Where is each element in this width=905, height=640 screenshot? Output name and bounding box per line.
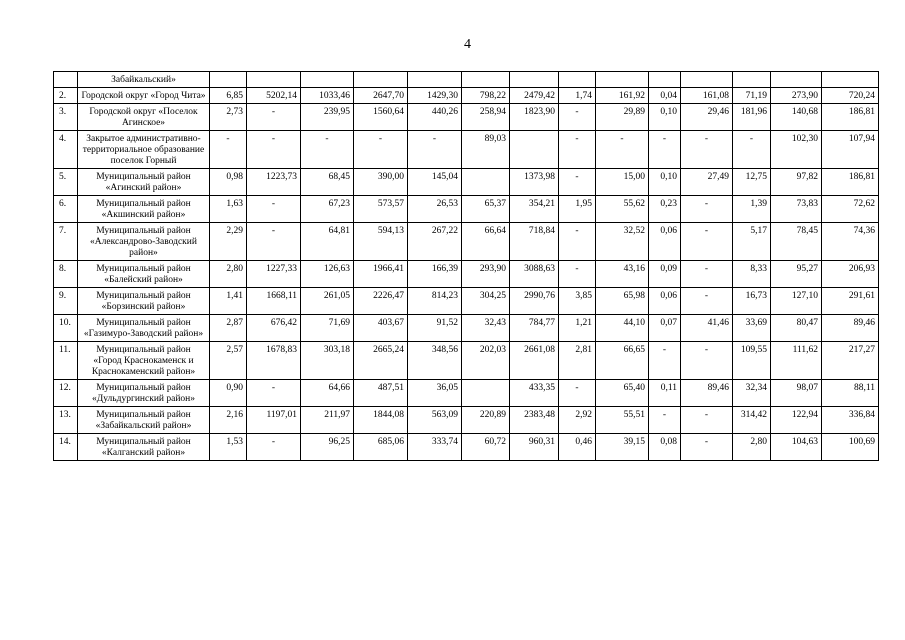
value-cell: 1,63 — [210, 196, 247, 223]
value-cell: 487,51 — [354, 380, 408, 407]
value-cell: - — [408, 131, 462, 169]
value-cell: 1227,33 — [247, 261, 301, 288]
value-cell: - — [210, 131, 247, 169]
value-cell: 44,10 — [596, 315, 649, 342]
page-number: 4 — [464, 37, 471, 52]
row-number-cell: 3. — [54, 104, 78, 131]
value-cell: 261,05 — [301, 288, 354, 315]
value-cell: 1429,30 — [408, 88, 462, 104]
value-cell: 563,09 — [408, 407, 462, 434]
value-cell: 67,23 — [301, 196, 354, 223]
value-cell: 107,94 — [822, 131, 879, 169]
value-cell: 32,43 — [462, 315, 510, 342]
table-row — [54, 434, 879, 461]
table-row — [54, 72, 879, 88]
value-cell — [771, 72, 822, 88]
row-number-cell: 7. — [54, 223, 78, 261]
district-name-cell: Городской округ «Поселок Агинское» — [78, 104, 210, 131]
value-cell: - — [247, 223, 301, 261]
value-cell: 239,95 — [301, 104, 354, 131]
value-cell: - — [681, 223, 733, 261]
value-cell: 2647,70 — [354, 88, 408, 104]
value-cell: - — [559, 104, 596, 131]
value-cell: - — [247, 434, 301, 461]
value-cell: 166,39 — [408, 261, 462, 288]
value-cell: 68,45 — [301, 169, 354, 196]
value-cell: 29,46 — [681, 104, 733, 131]
value-cell: 64,81 — [301, 223, 354, 261]
district-name-cell: Городской округ «Город Чита» — [78, 88, 210, 104]
value-cell: - — [247, 131, 301, 169]
value-cell: 267,22 — [408, 223, 462, 261]
value-cell: 88,11 — [822, 380, 879, 407]
value-cell — [210, 72, 247, 88]
value-cell: - — [354, 131, 408, 169]
value-cell: 36,05 — [408, 380, 462, 407]
value-cell — [408, 72, 462, 88]
value-cell: 39,15 — [596, 434, 649, 461]
value-cell — [510, 72, 559, 88]
value-cell: 2,87 — [210, 315, 247, 342]
row-number-cell: 2. — [54, 88, 78, 104]
value-cell: 304,25 — [462, 288, 510, 315]
value-cell: 273,90 — [771, 88, 822, 104]
row-number-cell: 14. — [54, 434, 78, 461]
district-name-cell: Забайкальский» — [78, 72, 210, 88]
value-cell: 1,21 — [559, 315, 596, 342]
value-cell: 720,24 — [822, 88, 879, 104]
value-cell: 960,31 — [510, 434, 559, 461]
value-cell: 1823,90 — [510, 104, 559, 131]
value-cell: - — [681, 342, 733, 380]
row-number-cell: 5. — [54, 169, 78, 196]
value-cell: 5,17 — [733, 223, 771, 261]
value-cell — [681, 72, 733, 88]
value-cell: 403,67 — [354, 315, 408, 342]
value-cell: 0,04 — [649, 88, 681, 104]
value-cell: 784,77 — [510, 315, 559, 342]
value-cell: 6,85 — [210, 88, 247, 104]
value-cell — [510, 131, 559, 169]
value-cell: 71,69 — [301, 315, 354, 342]
value-cell — [247, 72, 301, 88]
value-cell: 2,57 — [210, 342, 247, 380]
row-number-cell: 4. — [54, 131, 78, 169]
value-cell: 336,84 — [822, 407, 879, 434]
value-cell — [462, 169, 510, 196]
value-cell: 0,06 — [649, 288, 681, 315]
value-cell: 64,66 — [301, 380, 354, 407]
value-cell: 1966,41 — [354, 261, 408, 288]
value-cell: - — [301, 131, 354, 169]
value-cell: 348,56 — [408, 342, 462, 380]
row-number-cell: 12. — [54, 380, 78, 407]
value-cell: 55,51 — [596, 407, 649, 434]
value-cell: 65,37 — [462, 196, 510, 223]
value-cell: 161,92 — [596, 88, 649, 104]
value-cell: 102,30 — [771, 131, 822, 169]
table-row — [54, 315, 879, 342]
value-cell: 186,81 — [822, 104, 879, 131]
value-cell: 89,46 — [681, 380, 733, 407]
value-cell: 2,73 — [210, 104, 247, 131]
value-cell: 2,29 — [210, 223, 247, 261]
value-cell: 390,00 — [354, 169, 408, 196]
value-cell: 73,83 — [771, 196, 822, 223]
value-cell: 96,25 — [301, 434, 354, 461]
value-cell: 3088,63 — [510, 261, 559, 288]
district-name-cell: Муниципальный район «Забайкальский район» — [78, 407, 210, 434]
district-name-cell: Муниципальный район «Балейский район» — [78, 261, 210, 288]
value-cell — [462, 72, 510, 88]
value-cell: 3,85 — [559, 288, 596, 315]
value-cell: - — [681, 261, 733, 288]
row-number-cell: 13. — [54, 407, 78, 434]
value-cell: 2,16 — [210, 407, 247, 434]
value-cell: 1678,83 — [247, 342, 301, 380]
value-cell: 12,75 — [733, 169, 771, 196]
value-cell: 1197,01 — [247, 407, 301, 434]
value-cell: 354,21 — [510, 196, 559, 223]
value-cell: 798,22 — [462, 88, 510, 104]
value-cell: - — [681, 131, 733, 169]
data-table — [53, 71, 879, 461]
value-cell: 16,73 — [733, 288, 771, 315]
value-cell: 220,89 — [462, 407, 510, 434]
value-cell: 1,39 — [733, 196, 771, 223]
value-cell: 78,45 — [771, 223, 822, 261]
value-cell: 43,16 — [596, 261, 649, 288]
value-cell: 0,06 — [649, 223, 681, 261]
district-name-cell: Муниципальный район «Город Краснокаменск и Краснокаменский район» — [78, 342, 210, 380]
value-cell — [596, 72, 649, 88]
value-cell: 291,61 — [822, 288, 879, 315]
row-number-cell: 6. — [54, 196, 78, 223]
value-cell: 98,07 — [771, 380, 822, 407]
value-cell — [559, 72, 596, 88]
row-number-cell — [54, 72, 78, 88]
value-cell: 126,63 — [301, 261, 354, 288]
value-cell: 1,95 — [559, 196, 596, 223]
row-number-cell: 11. — [54, 342, 78, 380]
value-cell: 1560,64 — [354, 104, 408, 131]
value-cell: 80,47 — [771, 315, 822, 342]
value-cell: 55,62 — [596, 196, 649, 223]
table-body — [54, 72, 879, 461]
table-row — [54, 380, 879, 407]
value-cell: 65,40 — [596, 380, 649, 407]
value-cell: 1,41 — [210, 288, 247, 315]
value-cell: 95,27 — [771, 261, 822, 288]
value-cell: 41,46 — [681, 315, 733, 342]
value-cell: 1373,98 — [510, 169, 559, 196]
value-cell: 217,27 — [822, 342, 879, 380]
value-cell: - — [649, 407, 681, 434]
value-cell: - — [559, 380, 596, 407]
value-cell: 181,96 — [733, 104, 771, 131]
value-cell: 27,49 — [681, 169, 733, 196]
value-cell: 161,08 — [681, 88, 733, 104]
value-cell: 89,46 — [822, 315, 879, 342]
table-row — [54, 261, 879, 288]
value-cell: 0,10 — [649, 169, 681, 196]
value-cell: - — [681, 196, 733, 223]
district-name-cell: Муниципальный район «Дульдургинский район» — [78, 380, 210, 407]
value-cell: 140,68 — [771, 104, 822, 131]
table-row — [54, 169, 879, 196]
value-cell: 26,53 — [408, 196, 462, 223]
value-cell: 2665,24 — [354, 342, 408, 380]
district-name-cell: Муниципальный район «Александрово-Заводский район» — [78, 223, 210, 261]
value-cell: 676,42 — [247, 315, 301, 342]
value-cell: - — [681, 407, 733, 434]
value-cell: 333,74 — [408, 434, 462, 461]
district-name-cell: Муниципальный район «Газимуро-Заводский район» — [78, 315, 210, 342]
value-cell: 1668,11 — [247, 288, 301, 315]
value-cell: 91,52 — [408, 315, 462, 342]
table-row — [54, 407, 879, 434]
value-cell: 206,93 — [822, 261, 879, 288]
value-cell: - — [559, 261, 596, 288]
value-cell: 2,80 — [733, 434, 771, 461]
value-cell: - — [733, 131, 771, 169]
value-cell: 0,98 — [210, 169, 247, 196]
value-cell: 2,81 — [559, 342, 596, 380]
value-cell: - — [247, 104, 301, 131]
row-number-cell: 10. — [54, 315, 78, 342]
district-name-cell: Муниципальный район «Калганский район» — [78, 434, 210, 461]
value-cell: - — [247, 196, 301, 223]
value-cell: 0,46 — [559, 434, 596, 461]
value-cell: 1223,73 — [247, 169, 301, 196]
value-cell: 8,33 — [733, 261, 771, 288]
value-cell — [354, 72, 408, 88]
value-cell: 15,00 — [596, 169, 649, 196]
value-cell: 718,84 — [510, 223, 559, 261]
value-cell: 0,90 — [210, 380, 247, 407]
value-cell: 0,10 — [649, 104, 681, 131]
value-cell — [733, 72, 771, 88]
value-cell: - — [649, 131, 681, 169]
value-cell: 100,69 — [822, 434, 879, 461]
value-cell: 74,36 — [822, 223, 879, 261]
value-cell: 293,90 — [462, 261, 510, 288]
value-cell: 72,62 — [822, 196, 879, 223]
value-cell — [301, 72, 354, 88]
value-cell: 202,03 — [462, 342, 510, 380]
value-cell: - — [559, 169, 596, 196]
value-cell: - — [247, 380, 301, 407]
value-cell: 685,06 — [354, 434, 408, 461]
table-row — [54, 131, 879, 169]
district-name-cell: Муниципальный район «Акшинский район» — [78, 196, 210, 223]
value-cell: 33,69 — [733, 315, 771, 342]
table-row — [54, 88, 879, 104]
value-cell: 2383,48 — [510, 407, 559, 434]
value-cell: - — [559, 131, 596, 169]
value-cell: 258,94 — [462, 104, 510, 131]
table-row — [54, 104, 879, 131]
value-cell: 1,53 — [210, 434, 247, 461]
value-cell: 573,57 — [354, 196, 408, 223]
value-cell: 29,89 — [596, 104, 649, 131]
district-name-cell: Закрытое административно-территориальное образование поселок Горный — [78, 131, 210, 169]
value-cell: 89,03 — [462, 131, 510, 169]
value-cell: 0,11 — [649, 380, 681, 407]
value-cell: 109,55 — [733, 342, 771, 380]
table-row — [54, 288, 879, 315]
value-cell: - — [649, 342, 681, 380]
value-cell: 66,64 — [462, 223, 510, 261]
table-row — [54, 223, 879, 261]
value-cell: 2226,47 — [354, 288, 408, 315]
value-cell: 0,09 — [649, 261, 681, 288]
value-cell: 1,74 — [559, 88, 596, 104]
value-cell: 440,26 — [408, 104, 462, 131]
value-cell: - — [596, 131, 649, 169]
table-row — [54, 196, 879, 223]
value-cell: 314,42 — [733, 407, 771, 434]
value-cell: 0,23 — [649, 196, 681, 223]
value-cell: - — [681, 288, 733, 315]
value-cell: - — [559, 223, 596, 261]
value-cell — [649, 72, 681, 88]
value-cell: 104,63 — [771, 434, 822, 461]
value-cell: 5202,14 — [247, 88, 301, 104]
value-cell: 186,81 — [822, 169, 879, 196]
value-cell: 1844,08 — [354, 407, 408, 434]
value-cell: 2990,76 — [510, 288, 559, 315]
value-cell — [822, 72, 879, 88]
value-cell: 65,98 — [596, 288, 649, 315]
value-cell: 71,19 — [733, 88, 771, 104]
value-cell: 433,35 — [510, 380, 559, 407]
row-number-cell: 8. — [54, 261, 78, 288]
value-cell: 97,82 — [771, 169, 822, 196]
value-cell: 66,65 — [596, 342, 649, 380]
value-cell: 211,97 — [301, 407, 354, 434]
district-name-cell: Муниципальный район «Агинский район» — [78, 169, 210, 196]
value-cell: 32,34 — [733, 380, 771, 407]
value-cell: 111,62 — [771, 342, 822, 380]
value-cell — [462, 380, 510, 407]
value-cell: 2,80 — [210, 261, 247, 288]
table-row — [54, 342, 879, 380]
value-cell: 0,07 — [649, 315, 681, 342]
value-cell: 60,72 — [462, 434, 510, 461]
value-cell: 594,13 — [354, 223, 408, 261]
value-cell: 2479,42 — [510, 88, 559, 104]
value-cell: 2,92 — [559, 407, 596, 434]
value-cell: 303,18 — [301, 342, 354, 380]
row-number-cell: 9. — [54, 288, 78, 315]
value-cell: 145,04 — [408, 169, 462, 196]
value-cell: - — [681, 434, 733, 461]
value-cell: 127,10 — [771, 288, 822, 315]
value-cell: 2661,08 — [510, 342, 559, 380]
value-cell: 1033,46 — [301, 88, 354, 104]
district-name-cell: Муниципальный район «Борзинский район» — [78, 288, 210, 315]
value-cell: 32,52 — [596, 223, 649, 261]
value-cell: 0,08 — [649, 434, 681, 461]
value-cell: 814,23 — [408, 288, 462, 315]
value-cell: 122,94 — [771, 407, 822, 434]
